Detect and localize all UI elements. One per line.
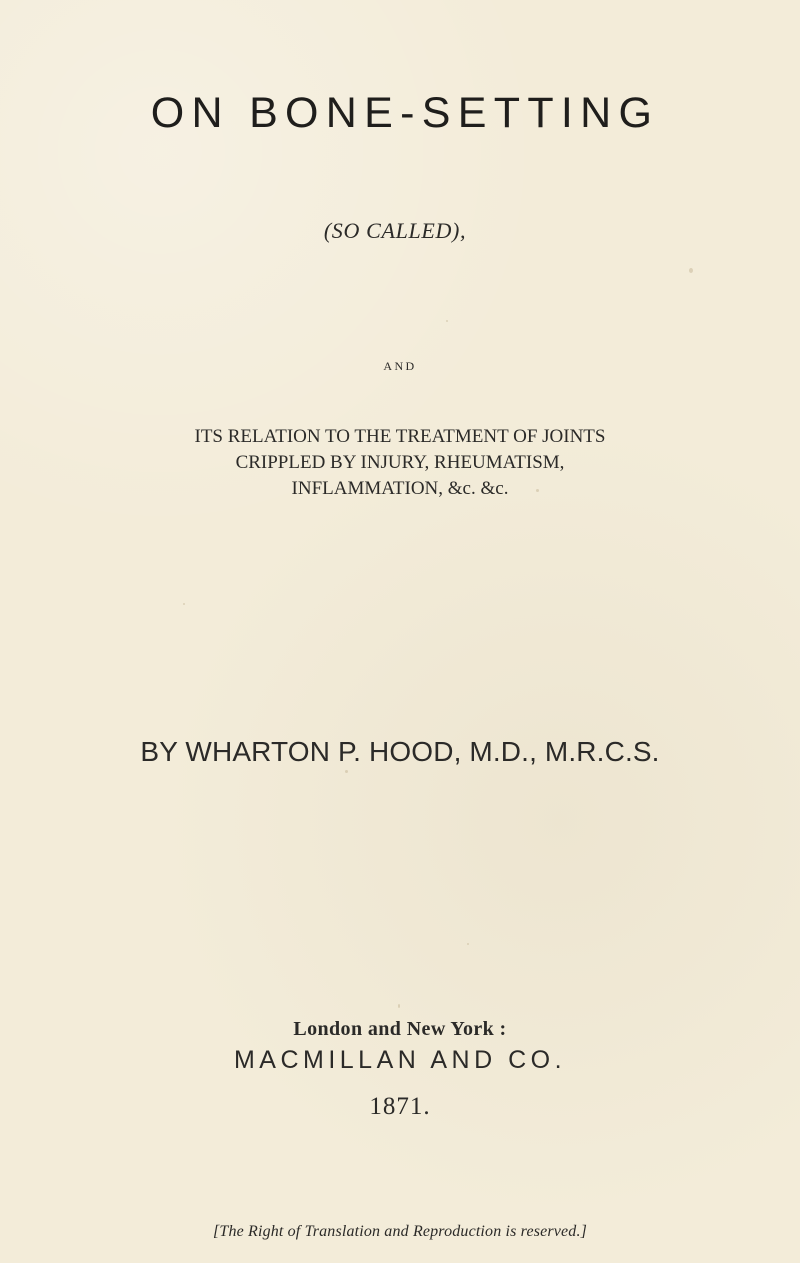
rights-notice: [The Right of Translation and Reproduction is reserved.] xyxy=(213,1223,587,1240)
publication-year: 1871. xyxy=(369,1093,431,1120)
paper-fleck xyxy=(446,320,448,322)
book-title: ON BONE-SETTING xyxy=(150,89,660,137)
description-line-2: CRIPPLED BY INJURY, RHEUMATISM, xyxy=(235,452,565,473)
author-line: BY WHARTON P. HOOD, M.D., M.R.C.S. xyxy=(140,736,660,767)
description-block xyxy=(0,424,800,502)
paper-fleck xyxy=(689,268,693,273)
paper-fleck xyxy=(345,770,348,773)
subtitle: (SO CALLED), xyxy=(323,218,467,243)
publisher-name: MACMILLAN AND CO. xyxy=(233,1046,567,1074)
paper-fleck xyxy=(183,603,185,605)
connector-word: AND xyxy=(383,359,417,373)
description-line-3: INFLAMMATION, &c. &c. xyxy=(291,478,509,499)
paper-fleck xyxy=(536,489,539,492)
paper-fleck xyxy=(467,943,469,945)
description-line-1: ITS RELATION TO THE TREATMENT OF JOINTS xyxy=(194,426,606,447)
imprint-places: London and New York : xyxy=(293,1018,507,1040)
paper-fleck xyxy=(398,1004,400,1008)
